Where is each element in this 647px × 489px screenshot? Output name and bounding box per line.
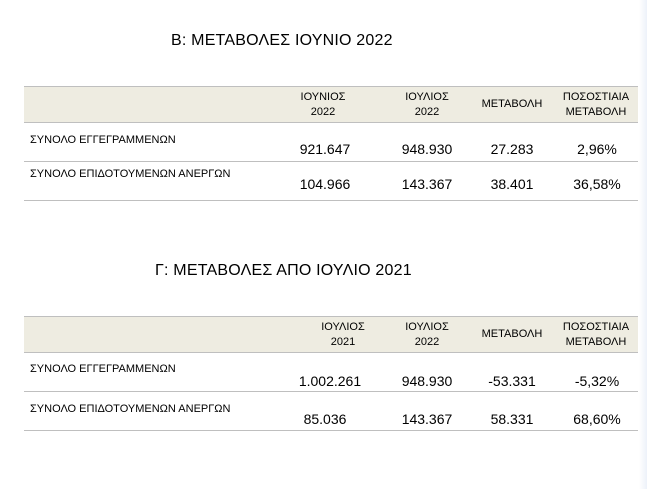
column-header-line1: ΙΟΥΛΙΟΣ [405,320,449,333]
value-cell: 38.401 [490,176,534,192]
table-header [24,86,638,123]
value-cell: 143.367 [401,411,453,427]
decorative-edge [639,0,647,489]
column-header-line1: ΙΟΥΛΙΟΣ [405,90,449,103]
value-cell: 68,60% [573,411,621,427]
column-header-line2: ΜΕΤΑΒΟΛΗ [565,105,627,118]
column-header-line2: 2022 [414,335,440,348]
section-c-title: Γ: ΜΕΤΑΒΟΛΕΣ ΑΠΟ ΙΟΥΛΙΟ 2021 [155,262,412,279]
section-c-table [24,316,638,431]
value-cell: 948.930 [401,373,453,389]
value-cell: 58.331 [490,411,534,427]
column-header [390,87,464,122]
value-cell: 104.966 [299,176,351,192]
column-header [390,317,464,352]
column-header [474,317,550,352]
table-row [24,162,638,201]
section-b-table [24,86,638,201]
row-label: ΣΥΝΟΛΟ ΕΓΓΕΓΡΑΜΜΕΝΩΝ [30,363,176,375]
value-cell: 27.283 [490,141,534,157]
table-row [24,123,638,162]
column-header [555,317,637,352]
column-header-line2: 2022 [310,105,336,118]
column-header-line1: ΠΟΣΟΣΤΙΑΙΑ [562,320,630,333]
row-label: ΣΥΝΟΛΟ ΕΠΙΔΟΤΟΥΜΕΝΩΝ ΑΝΕΡΓΩΝ [30,403,231,415]
table-header [24,316,638,353]
column-header [555,87,637,122]
value-cell: -53.331 [488,373,536,389]
value-cell: 1.002.261 [298,373,362,389]
table-row [24,353,638,392]
column-header [286,87,360,122]
column-header [306,317,380,352]
column-header-line2: ΜΕΤΑΒΟΛΗ [565,335,627,348]
column-header-line1: ΙΟΥΝΙΟΣ [300,90,346,103]
column-header-line1: ΙΟΥΛΙΟΣ [321,320,365,333]
column-header-line1: ΜΕΤΑΒΟΛΗ [481,98,543,110]
section-b-title: Β: ΜΕΤΑΒΟΛΕΣ ΙΟΥΝΙΟ 2022 [171,32,393,49]
column-header-line2: 2022 [414,105,440,118]
row-label: ΣΥΝΟΛΟ ΕΠΙΔΟΤΟΥΜΕΝΩΝ ΑΝΕΡΓΩΝ [30,168,231,180]
value-cell: 36,58% [573,176,621,192]
value-cell: 143.367 [401,176,453,192]
column-header-line2: 2021 [330,335,356,348]
value-cell: 85.036 [303,411,347,427]
table-row [24,392,638,431]
value-cell: 2,96% [577,141,617,157]
value-cell: 921.647 [299,141,351,157]
column-header-line1: ΠΟΣΟΣΤΙΑΙΑ [562,90,630,103]
value-cell: 948.930 [401,141,453,157]
column-header [474,87,550,122]
column-header-line1: ΜΕΤΑΒΟΛΗ [481,328,543,340]
row-label: ΣΥΝΟΛΟ ΕΓΓΕΓΡΑΜΜΕΝΩΝ [30,134,176,146]
value-cell: -5,32% [574,373,620,389]
